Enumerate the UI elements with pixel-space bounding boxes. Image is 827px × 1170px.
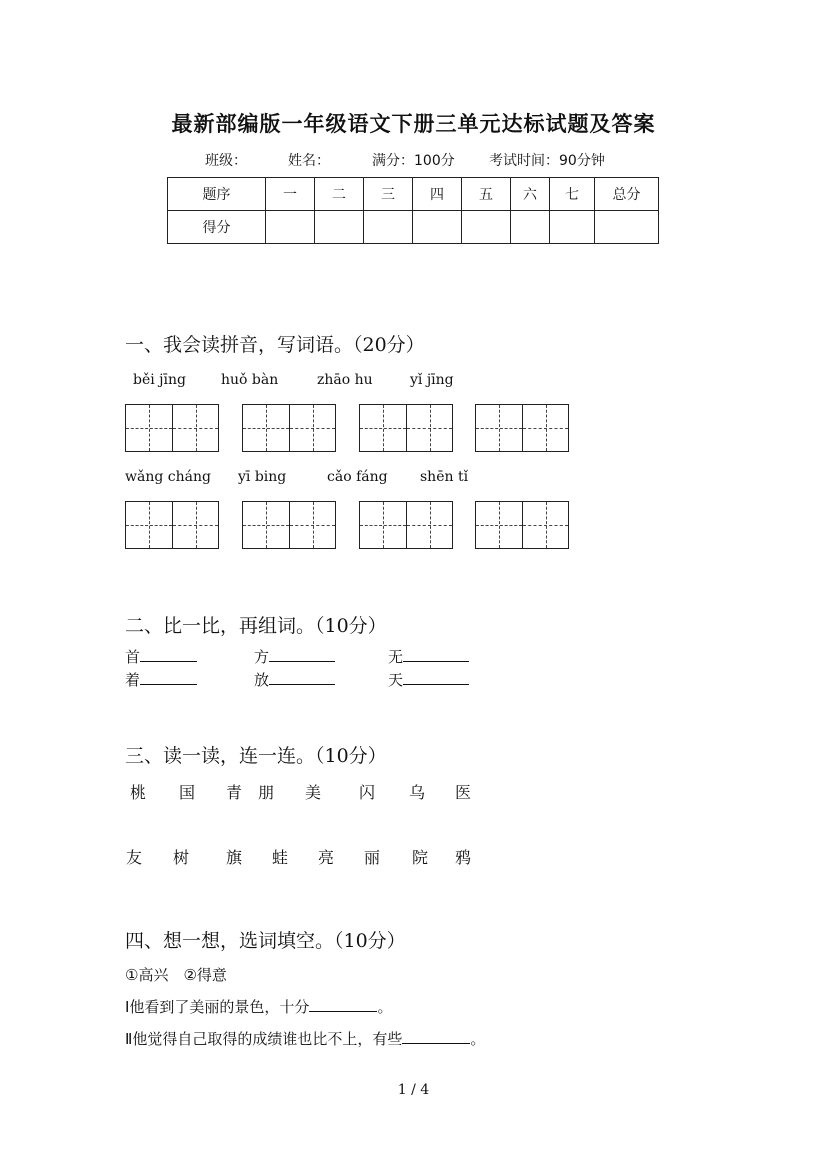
match-char-bottom[interactable]: 鸦	[455, 848, 472, 867]
table-cell: 三	[364, 178, 413, 211]
question-1	[125, 996, 392, 1017]
word-options: ①高兴 ②得意	[125, 966, 227, 984]
answer-blank[interactable]	[269, 647, 335, 662]
match-char-top[interactable]: 美	[305, 783, 322, 802]
score-table-score-row	[168, 211, 659, 244]
compare-item	[125, 669, 197, 690]
question-2	[125, 1028, 485, 1049]
section-3-heading: 三、读一读，连一连。（10分）	[125, 745, 387, 767]
match-char-top[interactable]: 国	[179, 783, 196, 802]
writing-grid[interactable]	[125, 501, 219, 549]
compare-char: 放	[254, 671, 270, 689]
answer-blank[interactable]	[309, 997, 377, 1012]
match-char-bottom[interactable]: 院	[412, 848, 429, 867]
writing-grid[interactable]	[242, 404, 336, 452]
question-text: Ⅰ他看到了美丽的景色，十分	[125, 998, 310, 1016]
compare-char: 天	[388, 671, 404, 689]
compare-char: 首	[125, 648, 141, 666]
table-cell: 六	[511, 178, 550, 211]
answer-blank[interactable]	[403, 670, 469, 685]
match-char-bottom[interactable]: 丽	[364, 848, 381, 867]
pinyin-label: běi jīng	[133, 372, 186, 388]
answer-blank[interactable]	[140, 670, 197, 685]
score-entry-cell[interactable]	[550, 211, 595, 244]
match-char-bottom[interactable]: 树	[173, 848, 190, 867]
match-char-bottom[interactable]: 友	[126, 848, 143, 867]
answer-blank[interactable]	[140, 647, 197, 662]
section-4-heading: 四、想一想，选词填空。（10分）	[125, 930, 406, 952]
score-entry-cell[interactable]	[315, 211, 364, 244]
compare-item	[388, 646, 469, 667]
pinyin-label: huǒ bàn	[221, 372, 279, 388]
table-cell: 七	[550, 178, 595, 211]
writing-grid[interactable]	[359, 501, 453, 549]
answer-blank[interactable]	[403, 647, 469, 662]
compare-item	[388, 669, 469, 690]
compare-char: 方	[254, 648, 270, 666]
compare-char: 无	[388, 648, 404, 666]
name-label: 姓名：	[288, 153, 330, 169]
match-char-bottom[interactable]: 旗	[226, 848, 243, 867]
pinyin-label: yǐ jīng	[410, 372, 454, 388]
compare-item	[125, 646, 197, 667]
table-cell: 五	[462, 178, 511, 211]
score-table	[167, 177, 659, 244]
match-char-bottom[interactable]: 蛙	[272, 848, 289, 867]
score-entry-cell[interactable]	[413, 211, 462, 244]
table-cell: 四	[413, 178, 462, 211]
page-title: 最新部编版一年级语文下册三单元达标试题及答案	[171, 111, 656, 136]
pinyin-label: zhāo hu	[317, 372, 373, 388]
table-cell: 一	[266, 178, 315, 211]
score-table-header-row	[168, 178, 659, 211]
match-char-top[interactable]: 朋	[258, 783, 275, 802]
page-number: 1 / 4	[397, 1082, 430, 1098]
score-entry-cell[interactable]	[511, 211, 550, 244]
compare-item	[254, 669, 335, 690]
table-cell: 题序	[168, 178, 266, 211]
pinyin-label: shēn tǐ	[420, 469, 469, 485]
score-entry-cell[interactable]	[462, 211, 511, 244]
question-text: 。	[470, 1030, 486, 1048]
compare-char: 着	[125, 671, 141, 689]
match-char-top[interactable]: 桃	[130, 783, 147, 802]
question-text: 。	[377, 998, 393, 1016]
question-text: Ⅱ他觉得自己取得的成绩谁也比不上，有些	[125, 1030, 403, 1048]
exam-time-label: 考试时间：90分钟	[489, 153, 605, 169]
match-char-bottom[interactable]: 亮	[318, 848, 335, 867]
match-char-top[interactable]: 医	[455, 783, 472, 802]
section-2-heading: 二、比一比，再组词。（10分）	[125, 615, 387, 637]
answer-blank[interactable]	[269, 670, 335, 685]
pinyin-label: yī bing	[238, 469, 287, 485]
class-label: 班级：	[205, 153, 247, 169]
table-cell: 总分	[595, 178, 659, 211]
writing-grid[interactable]	[475, 501, 569, 549]
score-entry-cell[interactable]	[266, 211, 315, 244]
full-score-label: 满分：100分	[372, 153, 455, 169]
pinyin-label: wǎng cháng	[125, 469, 211, 485]
section-1-heading: 一、我会读拼音，写词语。（20分）	[125, 334, 425, 356]
match-char-top[interactable]: 青	[226, 783, 243, 802]
answer-blank[interactable]	[402, 1029, 470, 1044]
match-char-top[interactable]: 乌	[409, 783, 426, 802]
table-cell: 得分	[168, 211, 266, 244]
writing-grid[interactable]	[359, 404, 453, 452]
writing-grid[interactable]	[475, 404, 569, 452]
table-cell: 二	[315, 178, 364, 211]
writing-grid[interactable]	[242, 501, 336, 549]
pinyin-label: cǎo fáng	[327, 469, 388, 485]
match-char-top[interactable]: 闪	[359, 783, 376, 802]
score-entry-cell[interactable]	[595, 211, 659, 244]
score-entry-cell[interactable]	[364, 211, 413, 244]
compare-item	[254, 646, 335, 667]
writing-grid[interactable]	[125, 404, 219, 452]
